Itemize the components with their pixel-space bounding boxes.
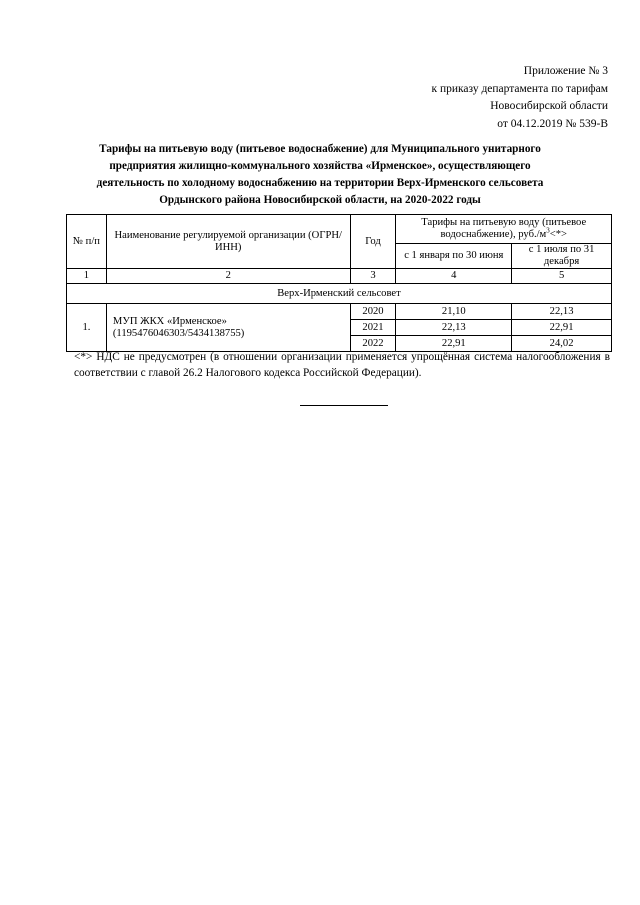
header-first-half: с 1 января по 30 июня <box>396 244 512 269</box>
table-header-row <box>67 215 612 244</box>
col-number-4: 4 <box>396 269 512 284</box>
table-number-row <box>67 269 612 284</box>
col-number-1: 1 <box>67 269 107 284</box>
header-second-half: с 1 июля по 31 декабря <box>512 244 612 269</box>
row-number: 1. <box>67 304 107 352</box>
year-cell: 2022 <box>350 336 396 352</box>
header-num: № п/п <box>67 215 107 269</box>
tariff-second-half: 22,91 <box>512 320 612 336</box>
year-cell: 2020 <box>350 304 396 320</box>
title-line-1: Тарифы на питьевую воду (питьевое водоснабжение) для Муниципального унитарного <box>99 143 541 155</box>
organization-cell <box>106 304 350 352</box>
col-number-5: 5 <box>512 269 612 284</box>
footnote: <*> НДС не предусмотрен (в отношении организации применяется упрощённая система налогообложения в соответствии с главой 26.2 Налогового кодекса Российской Федерации). <box>74 351 610 379</box>
appendix-header <box>431 63 608 133</box>
section-title: Верх-Ирменский сельсовет <box>67 284 612 304</box>
tariff-second-half: 22,13 <box>512 304 612 320</box>
document-title <box>66 141 574 209</box>
title-line-4: Ордынского района Новосибирской области, на 2020-2022 годы <box>159 194 481 206</box>
header-tariff-text: Тарифы на питьевую воду (питьевое водоснабжение), руб./м <box>421 217 587 240</box>
organization-ids: (1195476046303/5434138755) <box>112 327 245 339</box>
tariff-first-half: 22,91 <box>396 336 512 352</box>
appendix-number: Приложение № 3 <box>523 65 608 77</box>
col-number-3: 3 <box>350 269 396 284</box>
header-year: Год <box>350 215 396 269</box>
tariff-first-half: 22,13 <box>396 320 512 336</box>
header-tariff <box>396 215 612 244</box>
tariff-second-half: 24,02 <box>512 336 612 352</box>
title-line-2: предприятия жилищно-коммунального хозяйства «Ирменское», осуществляющего <box>109 160 531 172</box>
tariff-table <box>66 214 612 352</box>
tariff-first-half: 21,10 <box>396 304 512 320</box>
separator-line <box>300 405 388 406</box>
section-row <box>67 284 612 304</box>
year-cell: 2021 <box>350 320 396 336</box>
title-line-3: деятельность по холодному водоснабжению на территории Верх-Ирменского сельсовета <box>96 177 544 189</box>
appendix-order: к приказу департамента по тарифам <box>431 82 608 95</box>
appendix-region: Новосибирской области <box>490 100 608 112</box>
header-tariff-sup: 3 <box>546 226 550 235</box>
organization-name: МУП ЖКХ «Ирменское» <box>112 315 227 327</box>
appendix-date: от 04.12.2019 № 539-В <box>497 117 608 130</box>
col-number-2: 2 <box>106 269 350 284</box>
header-org: Наименование регулируемой организации (ОГРН/ИНН) <box>106 215 350 269</box>
header-tariff-note: <*> <box>549 229 568 240</box>
table-row <box>67 304 612 320</box>
